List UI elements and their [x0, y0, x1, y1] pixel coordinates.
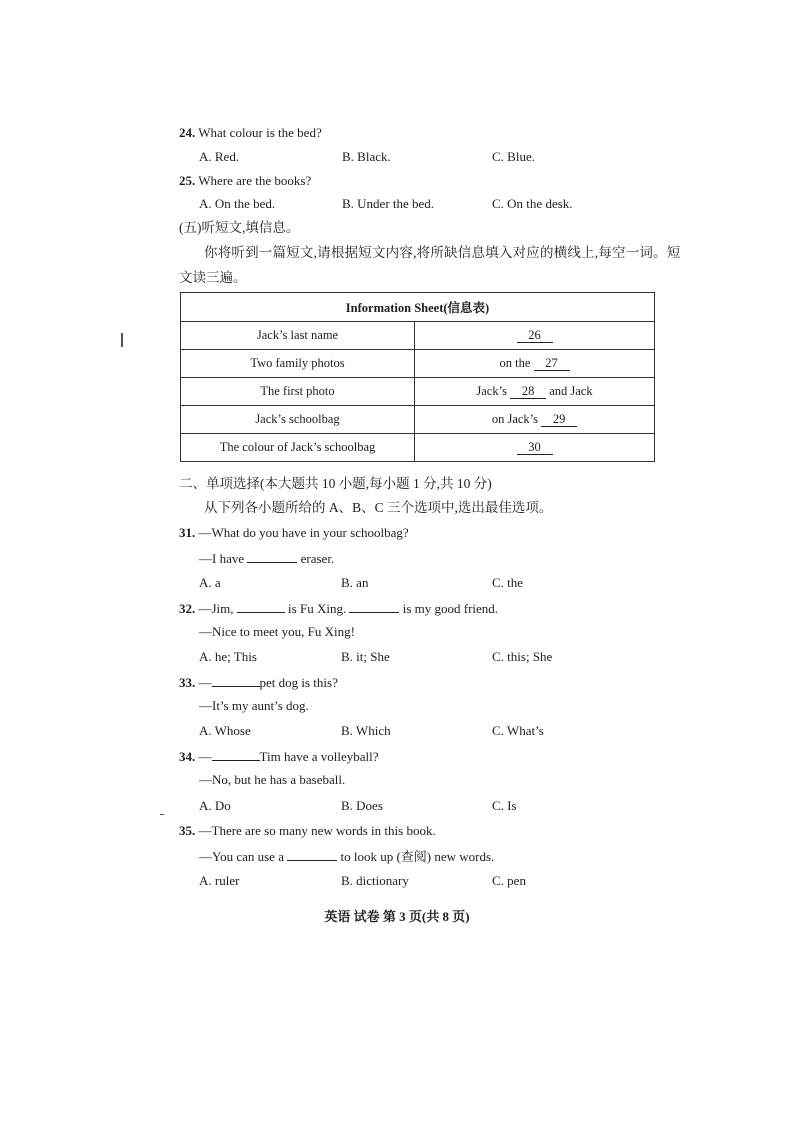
- question-25: 25. Where are the books?: [179, 173, 312, 188]
- answer-blank[interactable]: [247, 550, 297, 563]
- question-32: 32. —Jim, is Fu Xing. is my good friend.: [179, 601, 499, 616]
- table-row: [181, 434, 655, 462]
- q24-option-a: A. Red.: [199, 149, 240, 164]
- row-label: Jack’s schoolbag: [181, 406, 415, 434]
- row-answer: on the 27: [415, 350, 655, 378]
- section-2-instruction: 从下列各小题所给的 A、B、C 三个选项中,选出最佳选项。: [204, 500, 553, 515]
- row-label: The colour of Jack’s schoolbag: [181, 434, 415, 462]
- q31-option-c: C. the: [492, 575, 524, 590]
- q24-option-c: C. Blue.: [492, 149, 535, 164]
- answer-blank-30[interactable]: 30: [517, 440, 553, 455]
- answer-blank[interactable]: [349, 600, 399, 613]
- q35-line2: —You can use a to look up (查阅) new words.: [199, 849, 495, 864]
- q33-line2: —It’s my aunt’s dog.: [199, 698, 309, 713]
- q35-option-c: C. pen: [492, 873, 526, 888]
- answer-blank[interactable]: [212, 674, 260, 687]
- table-header-row: [181, 293, 655, 322]
- row-answer: on Jack’s 29: [415, 406, 655, 434]
- q35-option-a: A. ruler: [199, 873, 240, 888]
- table-row: [181, 350, 655, 378]
- q32-option-c: C. this; She: [492, 649, 553, 664]
- answer-blank[interactable]: [237, 600, 285, 613]
- q32-option-b: B. it; She: [341, 649, 390, 664]
- q25-option-a: A. On the bed.: [199, 196, 276, 211]
- answer-blank[interactable]: [287, 848, 337, 861]
- table-row: [181, 322, 655, 350]
- scan-speck: [121, 333, 123, 347]
- q24-option-b: B. Black.: [342, 149, 391, 164]
- q25-option-b: B. Under the bed.: [342, 196, 435, 211]
- section-2-title: 二、单项选择(本大题共 10 小题,每小题 1 分,共 10 分): [179, 476, 492, 491]
- q31-option-a: A. a: [199, 575, 221, 590]
- scan-speck: [160, 814, 164, 815]
- q33-option-a: A. Whose: [199, 723, 251, 738]
- q32-option-a: A. he; This: [199, 649, 257, 664]
- answer-blank-29[interactable]: 29: [541, 412, 577, 427]
- q31-option-b: B. an: [341, 575, 369, 590]
- answer-blank-28[interactable]: 28: [510, 384, 546, 399]
- table-row: [181, 378, 655, 406]
- question-34: 34. — Tim have a volleyball?: [179, 749, 379, 764]
- part5-instruction-cont: 文读三遍。: [179, 270, 247, 285]
- q34-option-b: B. Does: [341, 798, 383, 813]
- row-answer: Jack’s 28 and Jack: [415, 378, 655, 406]
- q34-option-c: C. Is: [492, 798, 517, 813]
- question-35: 35. —There are so many new words in this book.: [179, 823, 436, 838]
- row-label: The first photo: [181, 378, 415, 406]
- q32-line2: —Nice to meet you, Fu Xing!: [199, 624, 355, 639]
- q31-line2: —I have eraser.: [199, 551, 335, 566]
- q34-line2: —No, but he has a baseball.: [199, 772, 346, 787]
- row-answer: [415, 434, 655, 462]
- part5-instruction: 你将听到一篇短文,请根据短文内容,将所缺信息填入对应的横线上,每空一词。短: [204, 245, 681, 260]
- table-row: [181, 406, 655, 434]
- row-answer: [415, 322, 655, 350]
- answer-blank[interactable]: [212, 748, 260, 761]
- question-31: 31. —What do you have in your schoolbag?: [179, 525, 409, 540]
- q33-option-c: C. What’s: [492, 723, 544, 738]
- information-sheet-table: [180, 292, 655, 462]
- q35-option-b: B. dictionary: [341, 873, 409, 888]
- page-footer: 英语 试卷 第 3 页(共 8 页): [324, 909, 470, 924]
- q33-option-b: B. Which: [341, 723, 391, 738]
- row-label: Jack’s last name: [181, 322, 415, 350]
- q25-option-c: C. On the desk.: [492, 196, 573, 211]
- q34-option-a: A. Do: [199, 798, 231, 813]
- answer-blank-27[interactable]: 27: [534, 356, 570, 371]
- answer-blank-26[interactable]: 26: [517, 328, 553, 343]
- question-33: 33. — pet dog is this?: [179, 675, 338, 690]
- question-24: 24. What colour is the bed?: [179, 125, 322, 140]
- part5-title: (五)听短文,填信息。: [179, 220, 300, 235]
- row-label: Two family photos: [181, 350, 415, 378]
- table-title: Information Sheet(信息表): [181, 293, 655, 322]
